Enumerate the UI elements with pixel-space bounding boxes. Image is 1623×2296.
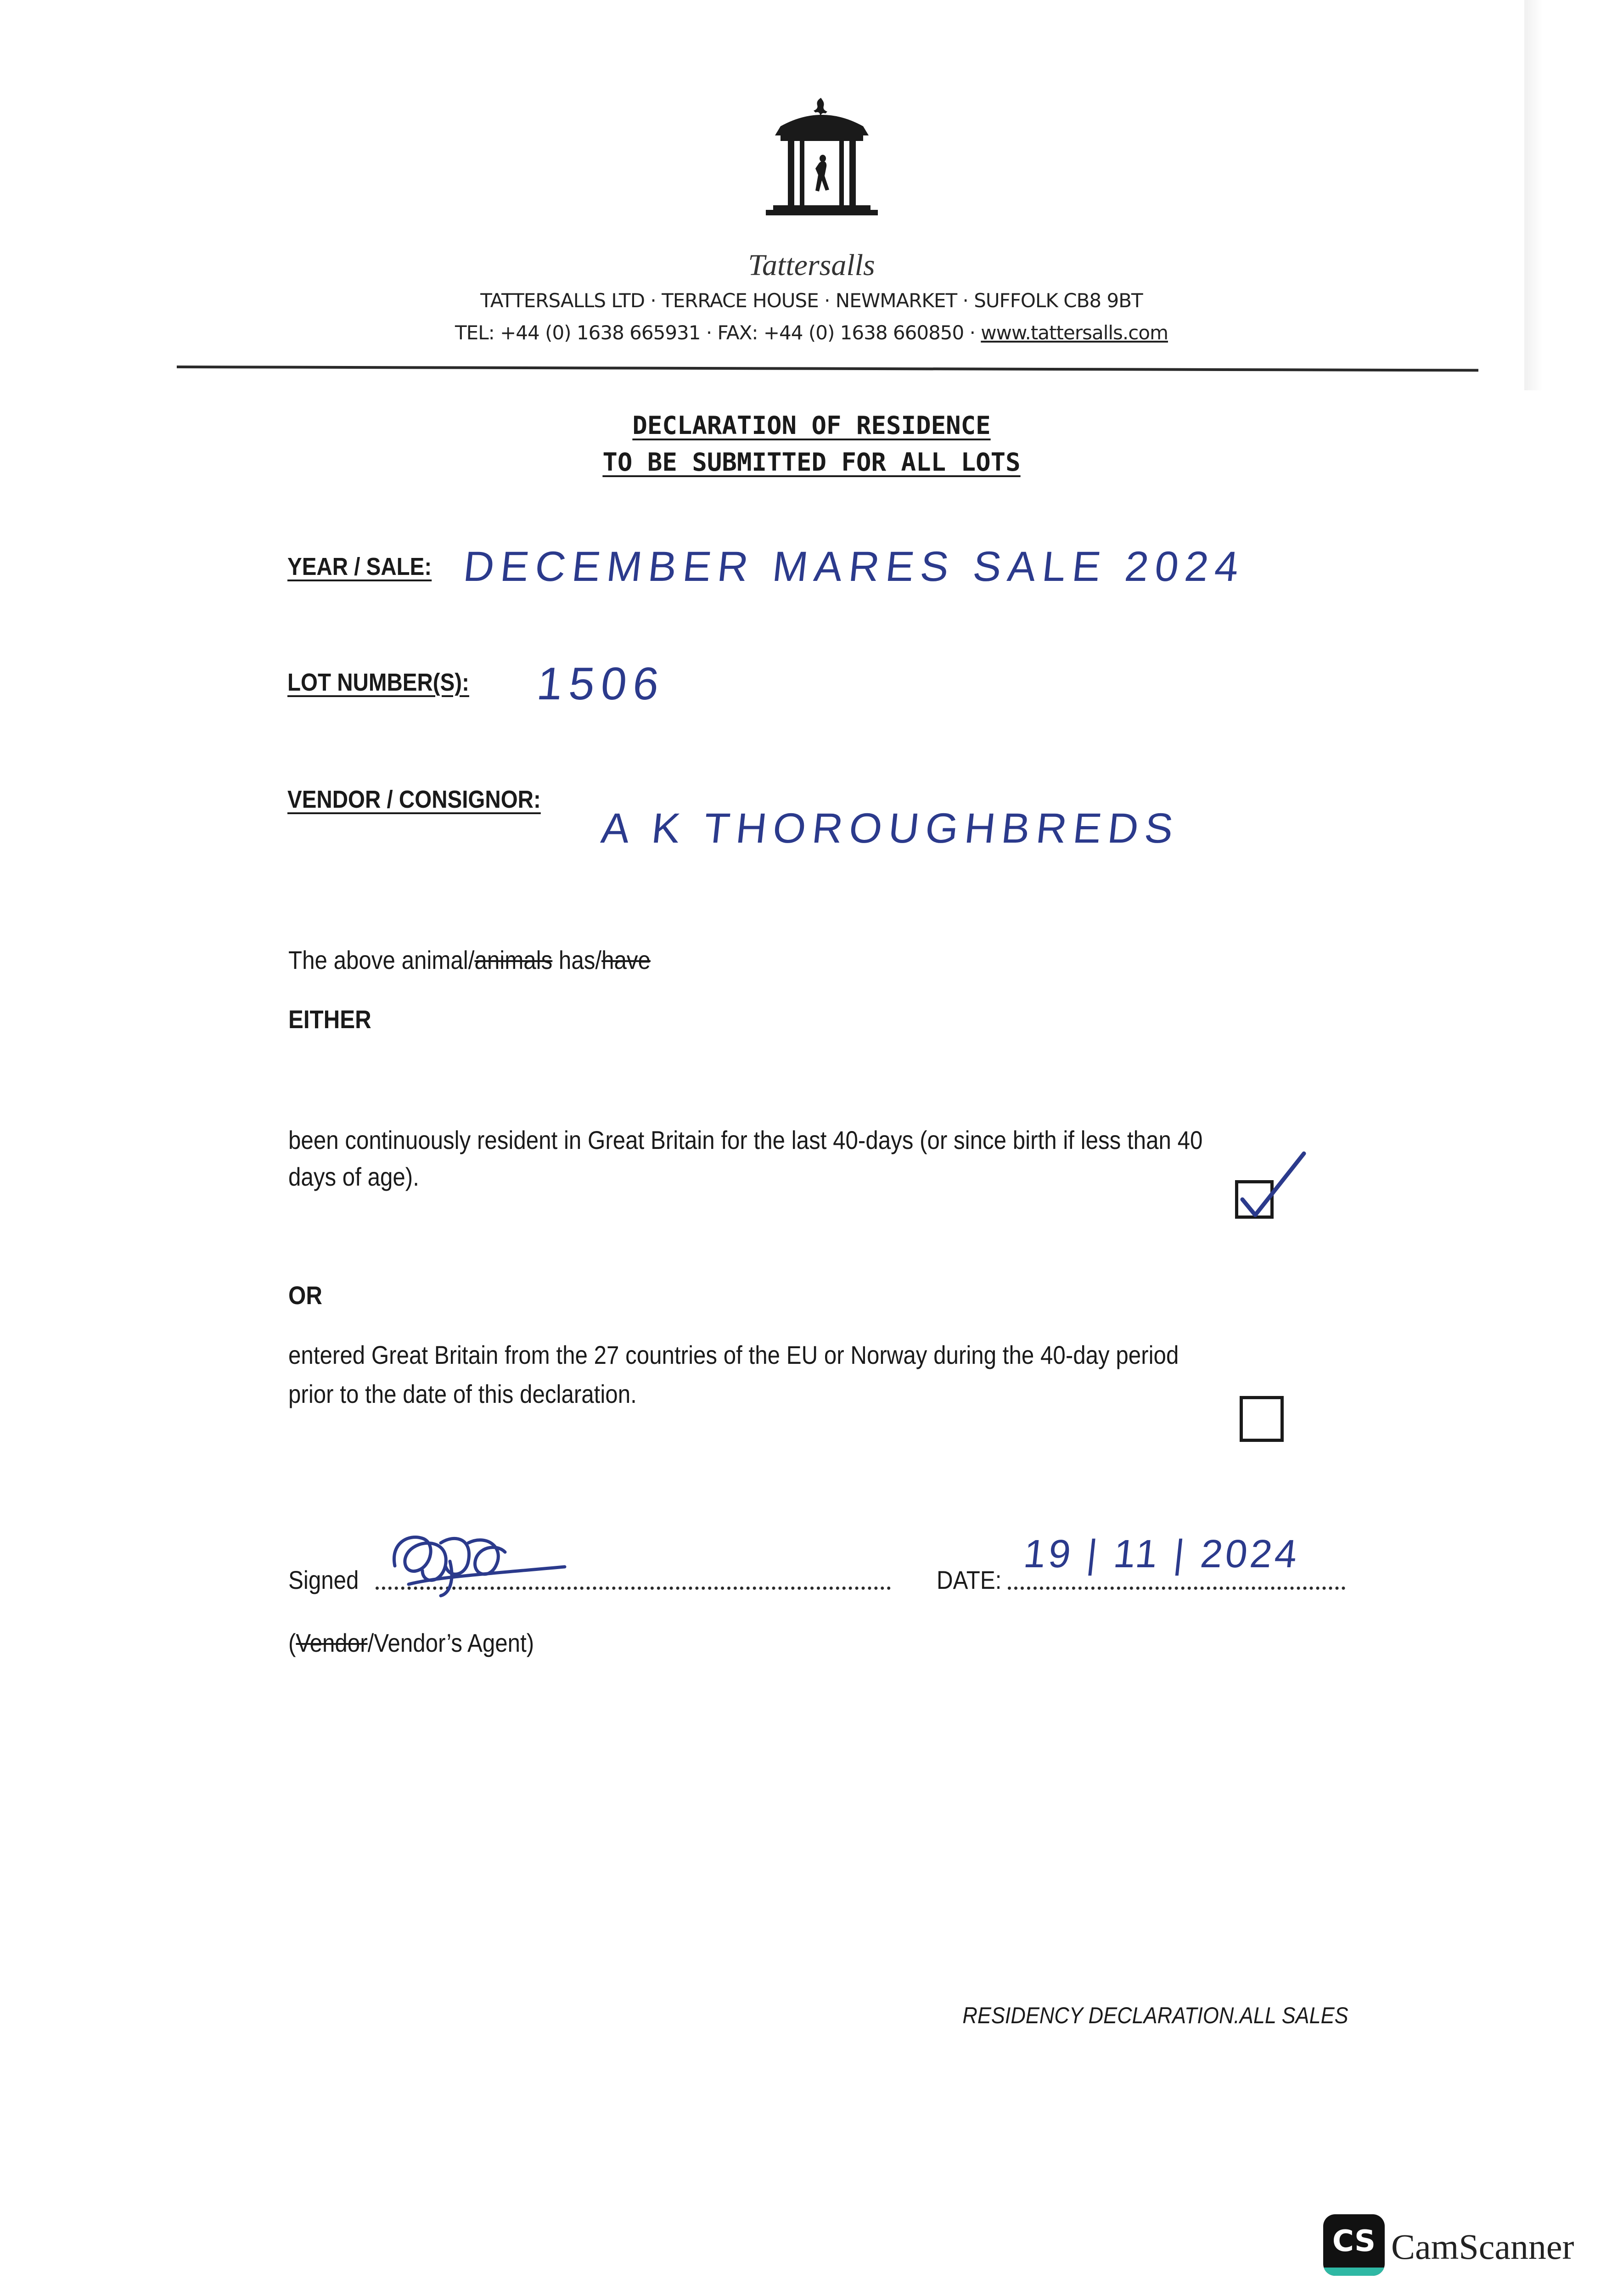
phone-fax: TEL: +44 (0) 1638 665931 · FAX: +44 (0) 1638 660850 · — [455, 321, 981, 344]
signed-label: Signed — [288, 1565, 359, 1594]
date-label: DATE: — [937, 1565, 1002, 1594]
brand-name: Tattersalls — [748, 248, 875, 282]
form-reference: RESIDENCY DECLARATION.ALL SALES — [962, 2003, 1348, 2028]
lot-number-value[interactable]: 1506 — [534, 658, 668, 709]
form-subtitle: TO BE SUBMITTED FOR ALL LOTS — [602, 448, 1021, 477]
signature-image[interactable] — [381, 1515, 574, 1603]
date-value[interactable]: 19 | 11 | 2024 — [1022, 1532, 1302, 1576]
option2-checkbox[interactable] — [1240, 1396, 1284, 1442]
year-sale-label: YEAR / SALE: — [287, 553, 432, 580]
date-line — [1008, 1587, 1345, 1590]
camscanner-logo-icon: CS — [1323, 2214, 1385, 2276]
or-heading: OR — [288, 1281, 322, 1310]
vendor-consignor-value[interactable]: A K THOROUGHBREDS — [599, 805, 1182, 852]
option1-text-line2: days of age). — [288, 1162, 419, 1191]
letterhead-divider — [177, 366, 1478, 371]
vendor-consignor-label: VENDOR / CONSIGNOR: — [287, 786, 541, 813]
checkmark-icon — [1235, 1148, 1309, 1221]
camscanner-wordmark: CamScanner — [1391, 2227, 1574, 2267]
company-contact — [0, 321, 1623, 344]
year-sale-value[interactable]: DECEMBER MARES SALE 2024 — [461, 543, 1247, 590]
signer-role: (Vendor/Vendor’s Agent) — [288, 1628, 534, 1657]
option2-text-line1: entered Great Britain from the 27 countries of the EU or Norway during the 40-day period — [288, 1340, 1179, 1369]
lot-number-label: LOT NUMBER(S): — [287, 669, 469, 696]
either-heading: EITHER — [288, 1005, 371, 1034]
option2-text-line2: prior to the date of this declaration. — [288, 1379, 637, 1408]
option1-text-line1: been continuously resident in Great Britain for the last 40-days (or since birth if less than 40 — [288, 1125, 1203, 1154]
website-link[interactable]: www.tattersalls.com — [981, 321, 1168, 344]
form-title: DECLARATION OF RESIDENCE — [632, 411, 991, 440]
tattersalls-logo — [762, 94, 882, 246]
company-address: TATTERSALLS LTD · TERRACE HOUSE · NEWMARKET · SUFFOLK CB8 9BT — [480, 289, 1143, 312]
declaration-intro: The above animal/animals has/have — [288, 945, 651, 974]
